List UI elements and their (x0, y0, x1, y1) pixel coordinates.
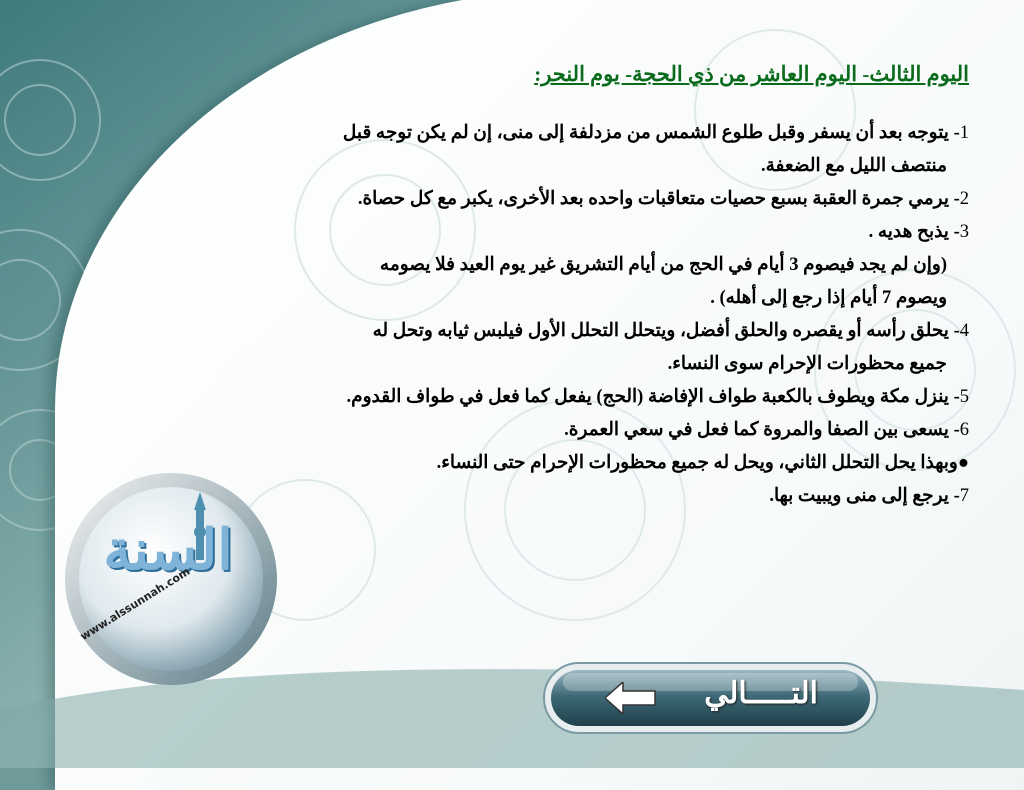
step-item (209, 480, 969, 513)
arrow-left-icon (605, 682, 657, 714)
step-item (209, 447, 969, 480)
step-continuation: جميع محظورات الإحرام سوى النساء. (667, 354, 947, 374)
step-item (209, 216, 969, 249)
step-text: - يذبح هديه . (868, 222, 960, 242)
next-button-label: التـــــالي (704, 677, 818, 710)
step-item (209, 381, 969, 414)
step-text: - يتوجه بعد أن يسفر وقبل طلوع الشمس من مزدلفة إلى منى، إن لم يكن توجه قبل (342, 123, 960, 143)
slide-content (209, 62, 969, 513)
step-continuation: ويصوم 7 أيام إذا رجع إلى أهله) . (710, 288, 947, 308)
step-number: 5 (959, 387, 969, 407)
step-number: 2 (959, 189, 969, 209)
step-number: 4 (959, 321, 969, 341)
step-number: 6 (959, 420, 969, 440)
logo-text: السنة (103, 520, 233, 582)
step-item (209, 249, 969, 282)
step-text: - يحلق رأسه أو يقصره والحلق أفضل، ويتحلل التحلل الأول فيلبس ثيابه وتحل له (372, 321, 960, 341)
step-text: - يرمي جمرة العقبة بسبع حصيات متعاقبات واحده بعد الأخرى، يكبر مع كل حصاة. (357, 189, 960, 209)
step-number: 7 (959, 486, 969, 506)
step-text: - يرجع إلى منى ويبيت بها. (769, 486, 960, 506)
step-item (209, 414, 969, 447)
step-number: 1 (959, 123, 969, 143)
step-item (209, 183, 969, 216)
step-text: - ينزل مكة ويطوف بالكعبة طواف الإفاضة (الحج) يفعل كما فعل في طواف القدوم. (346, 387, 960, 407)
step-number: ● (957, 453, 969, 473)
step-number: 3 (959, 222, 969, 242)
step-text: (وإن لم يجد فيصوم 3 أيام في الحج من أيام التشريق غير يوم العيد فلا يصومه (379, 255, 947, 275)
slide-title: اليوم الثالث- اليوم العاشر من ذي الحجة- يوم النحر: (534, 62, 969, 86)
steps-list (209, 117, 969, 513)
step-item (209, 315, 969, 348)
logo-url: www.alssunnah.com (78, 564, 193, 644)
step-continuation: منتصف الليل مع الضعفة. (760, 156, 947, 176)
step-text: وبهذا يحل التحلل الثاني، ويحل له جميع محظورات الإحرام حتى النساء. (436, 453, 958, 473)
next-button[interactable] (543, 662, 878, 734)
step-text: - يسعى بين الصفا والمروة كما فعل في سعي العمرة. (564, 420, 960, 440)
step-item (209, 117, 969, 150)
